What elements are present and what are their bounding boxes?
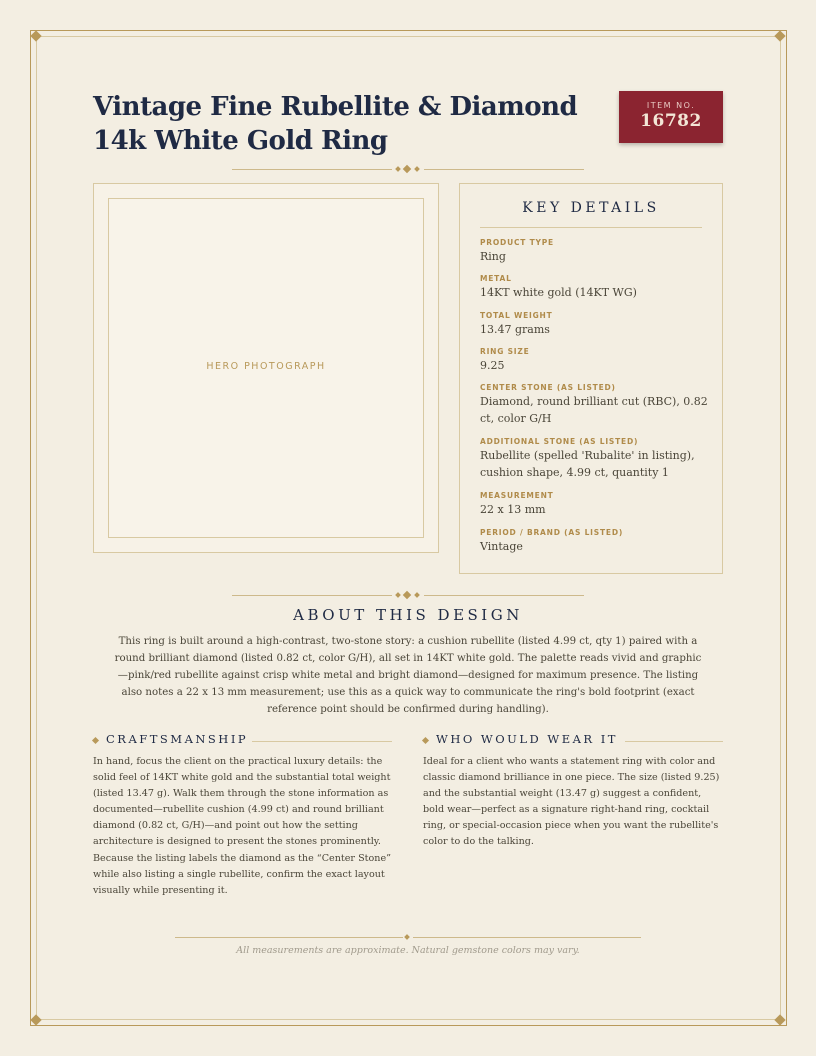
product-title: Vintage Fine Rubellite & Diamond 14k White Gold Ring [93, 92, 578, 156]
item-number-label: ITEM NO. [646, 101, 696, 110]
detail-total-weight [480, 311, 708, 338]
who-heading: WHO WOULD WEAR IT [436, 732, 618, 746]
detail-key: PERIOD / BRAND (AS LISTED) [480, 528, 624, 537]
hero-photo-label: HERO PHOTOGRAPH [206, 361, 326, 372]
item-number-badge [619, 91, 723, 143]
about-divider [232, 595, 392, 596]
item-number-value: 16782 [640, 111, 702, 131]
detail-key: ADDITIONAL STONE (AS LISTED) [480, 437, 639, 446]
detail-ring-size [480, 347, 708, 374]
key-details-panel [459, 183, 723, 574]
detail-product-type [480, 238, 708, 265]
detail-value: 22 x 13 mm [480, 503, 546, 516]
detail-metal [480, 274, 708, 301]
detail-key: TOTAL WEIGHT [480, 311, 553, 320]
who-body: Ideal for a client who wants a statement ring with color and classic diamond brilliance in one piece. The size (listed 9.25) and the substantial weight (13.47 g) suggest a confident, bold wear—perfect as a signature right-hand ring, cocktail ring, or special-occasion piece when you want the rubellite's color to do the talking. [423, 756, 720, 848]
footer-divider [413, 937, 641, 938]
title-divider [424, 169, 584, 170]
footer-divider [175, 937, 403, 938]
detail-value: Vintage [480, 540, 523, 553]
detail-period-brand [480, 528, 708, 555]
key-details-heading: KEY DETAILS [522, 200, 660, 216]
about-heading: ABOUT THIS DESIGN [293, 606, 523, 624]
who-rule [625, 741, 723, 742]
detail-value: Ring [480, 250, 506, 263]
hero-photo-placeholder [108, 198, 424, 538]
footer-disclaimer: All measurements are approximate. Natural gemstone colors may vary. [236, 945, 580, 956]
detail-key: CENTER STONE (AS LISTED) [480, 383, 616, 392]
about-divider [424, 595, 584, 596]
detail-value: Rubellite (spelled 'Rubalite' in listing), cushion shape, 4.99 ct, quantity 1 [480, 449, 695, 479]
about-body: This ring is built around a high-contrast, two-stone story: a cushion rubellite (listed 4.99 ct, qty 1) paired with a round brilliant diamond (listed 0.82 ct, color G/H), all set in 14KT white gold. The palette reads vivid and graphic—pink/red rubellite against crisp white metal and bright diamond—designed for maximum presence. The listing also notes a 22 x 13 mm measurement; use this as a quick way to communicate the ring's bold footprint (exact reference point should be confirmed during handling). [114, 636, 702, 715]
detail-value: 9.25 [480, 359, 505, 372]
craftsmanship-rule [252, 741, 392, 742]
craftsmanship-body: In hand, focus the client on the practical luxury details: the solid feel of 14KT white gold and the substantial total weight (listed 13.47 g). Walk them through the stone information as documented—rubellite cushion (4.99 ct) and round brilliant diamond (0.82 ct, G/H)—and point out how the setting architecture is designed to present the stones prominently. Because the listing labels the diamond as the “Center Stone” while also listing a single rubellite, confirm the exact layout visually while presenting it. [93, 756, 392, 896]
hero-photo-frame [93, 183, 439, 553]
key-details-rule [480, 227, 702, 228]
craftsmanship-heading: CRAFTSMANSHIP [106, 732, 249, 746]
detail-key: MEASUREMENT [480, 491, 554, 500]
detail-additional-stone [480, 437, 708, 481]
detail-value: 14KT white gold (14KT WG) [480, 286, 637, 299]
detail-measurement [480, 491, 708, 518]
detail-key: RING SIZE [480, 347, 530, 356]
detail-center-stone [480, 383, 708, 427]
title-divider [232, 169, 392, 170]
detail-value: 13.47 grams [480, 323, 550, 336]
detail-value: Diamond, round brilliant cut (RBC), 0.82 ct, color G/H [480, 395, 708, 425]
detail-key: PRODUCT TYPE [480, 238, 554, 247]
detail-key: METAL [480, 274, 512, 283]
